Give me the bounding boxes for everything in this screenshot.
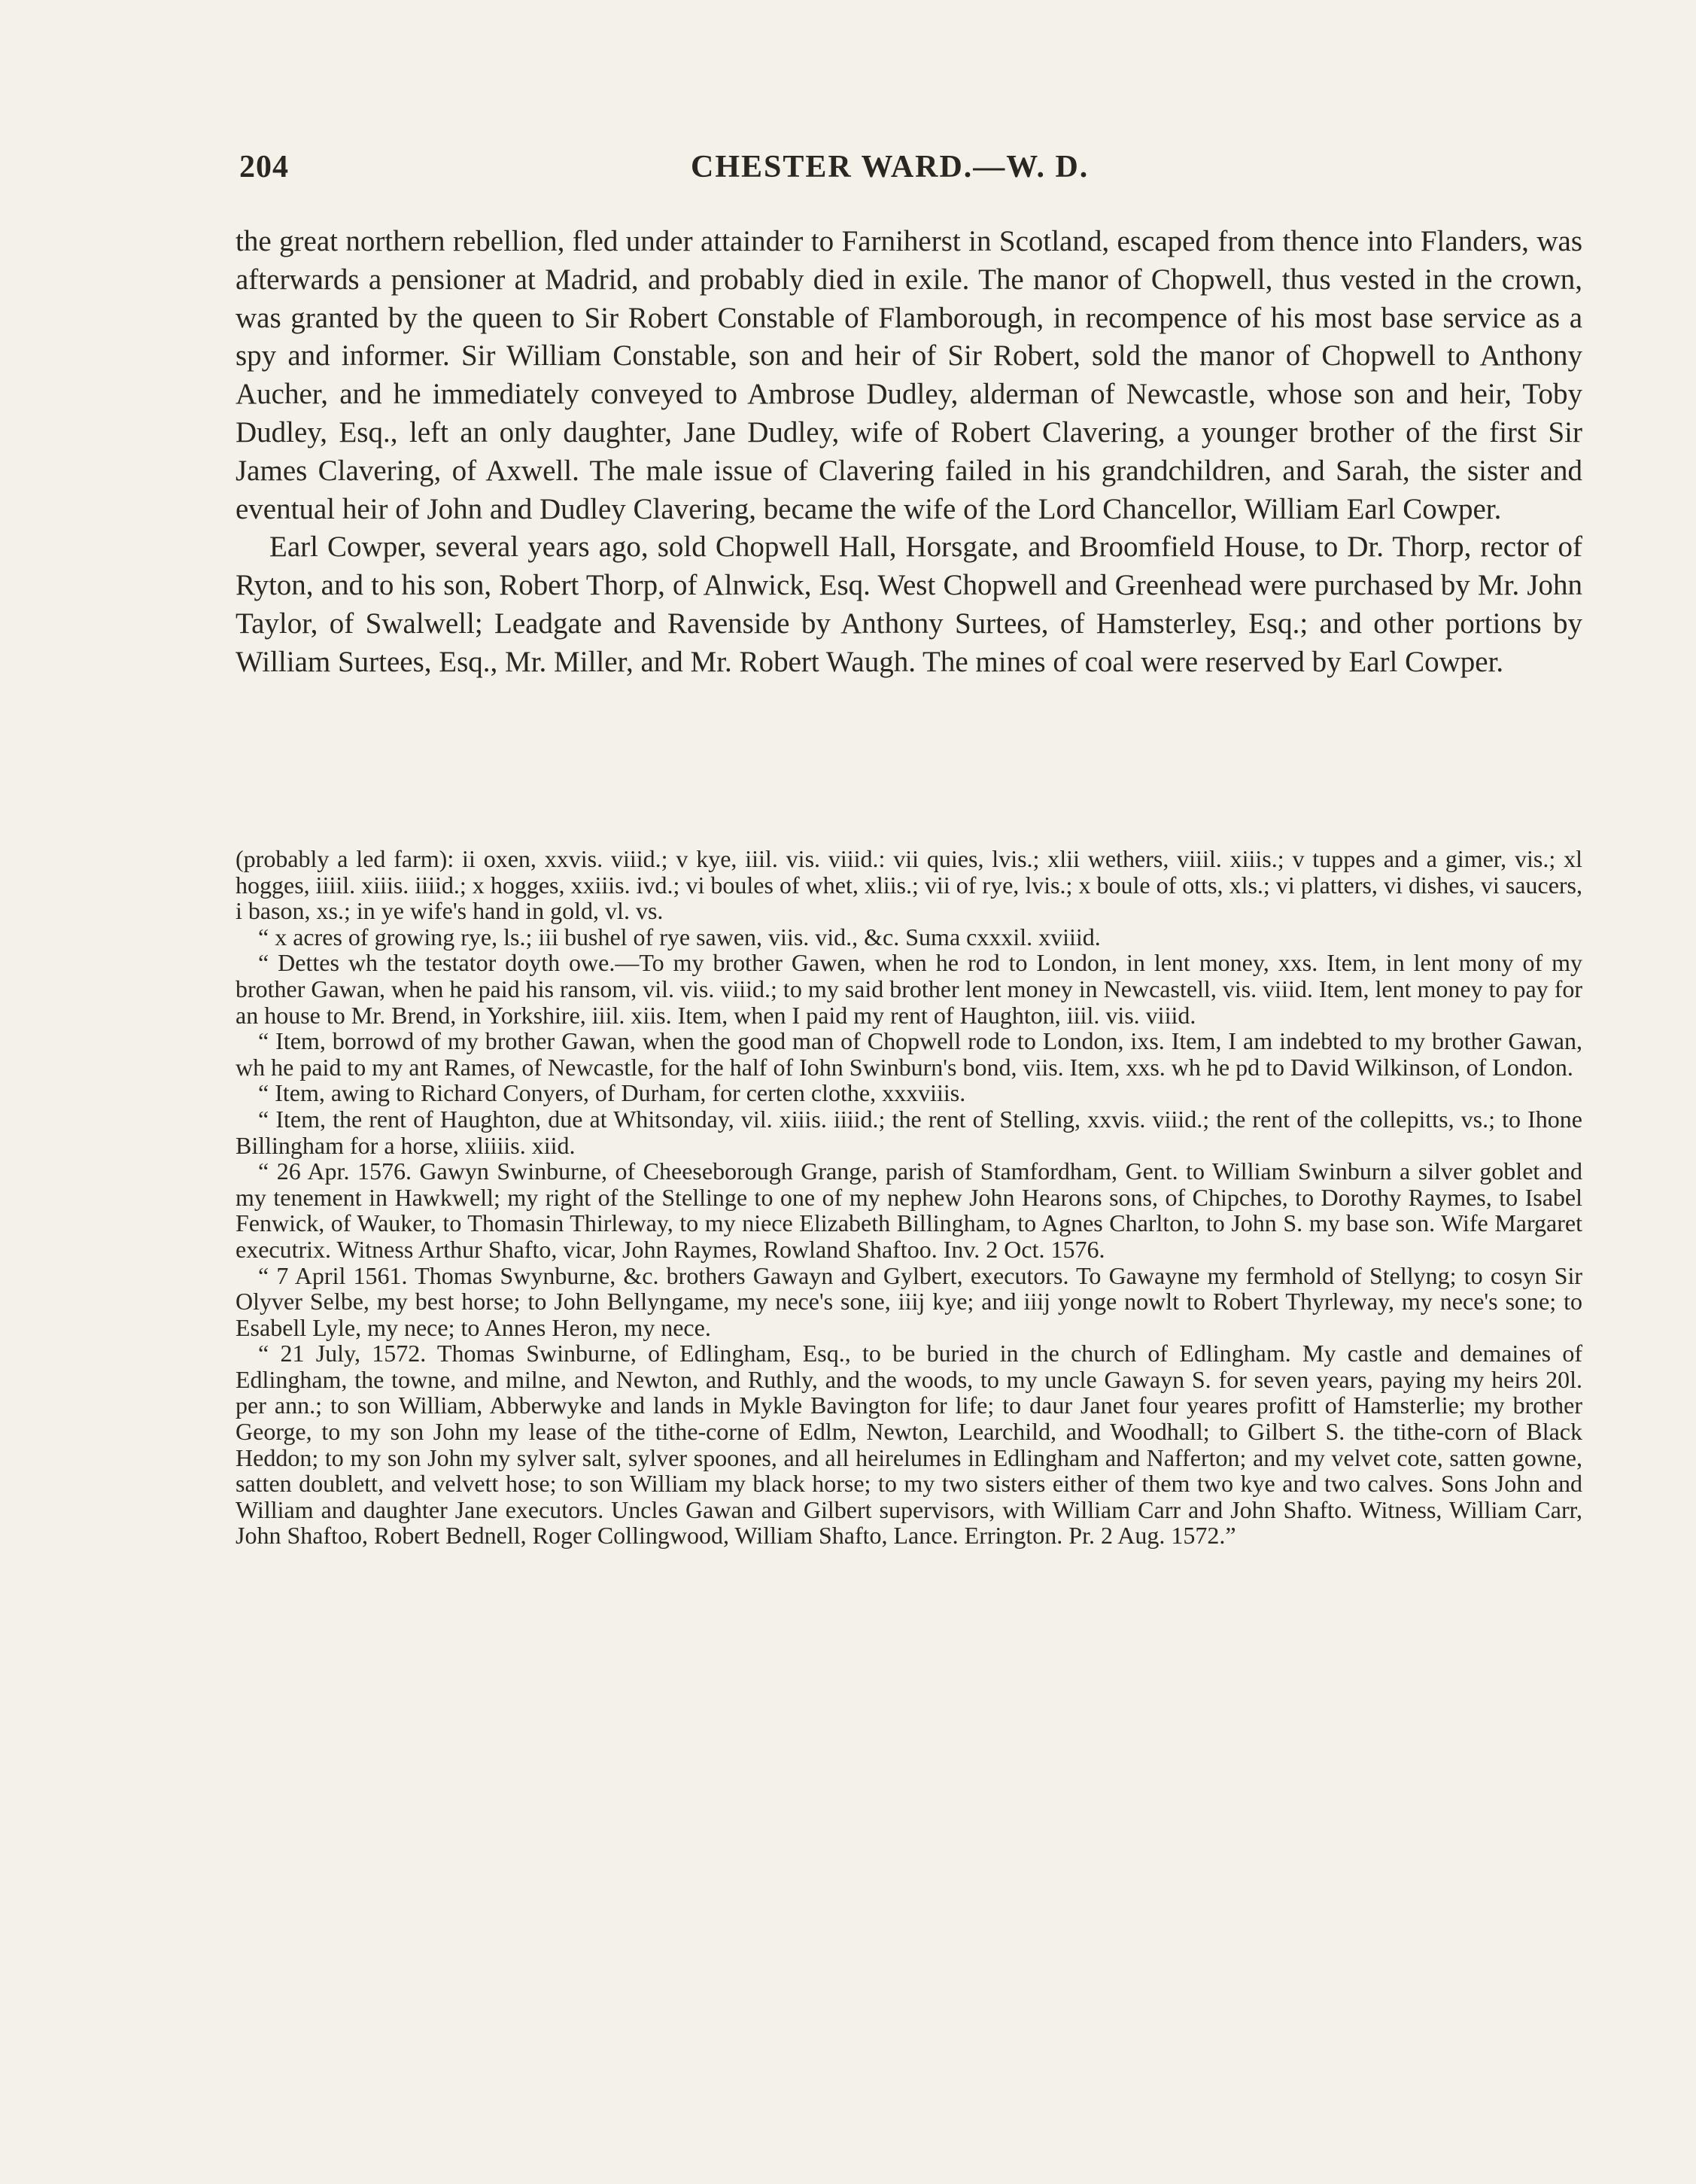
note-paragraph: “ Item, awing to Richard Conyers, of Durham, for certen clothe, xxxviiis.	[258, 1079, 966, 1107]
main-paragraph: the great northern rebellion, fled under attainder to Farniherst in Scotland, escaped from thence into Flanders, was afterwards a pensioner at Madrid, and probably died in exile. The manor of Chopwell, thus vested in the crown, was granted by the queen to Sir Robert Constable of Flamborough, in recompence of his most base service as a spy and informer. Sir William Constable, son and heir of Sir Robert, sold the manor of Chopwell to Anthony Aucher, and he immediately conveyed to Ambrose Dudley, alderman of Newcastle, whose son and heir, Toby Dudley, Esq., left an only daughter, Jane Dudley, wife of Robert Clavering, a younger brother of the first Sir James Clavering, of Axwell. The male issue of Clavering failed in his grandchildren, and Sarah, the sister and eventual heir of John and Dudley Clavering, became the wife of the Lord Chancellor, William Earl Cowper.	[236, 225, 1582, 525]
note-paragraph: “ Dettes wh the testator doyth owe.—To my brother Gawen, when he rod to London, in lent money, xxs. Item, in lent mony of my brother Gawan, when he paid his ransom, vil. vis. viiid.; to my said brother lent money in Newcastell, vis. viiid. Item, lent money to pay for an house to Mr. Brend, in Yorkshire, iiil. xiis. Item, when I paid my rent of Haughton, iiil. vis. viiid.	[236, 949, 1582, 1029]
main-paragraph: Earl Cowper, several years ago, sold Chopwell Hall, Horsgate, and Broomfield House, to Dr. Thorp, rector of Ryton, and to his son, Robert Thorp, of Alnwick, Esq. West Chopwell and Greenhead were purchased by Mr. John Taylor, of Swalwell; Leadgate and Ravenside by Anthony Surtees, of Hamsterley, Esq.; and other portions by William Surtees, Esq., Mr. Miller, and Mr. Robert Waugh. The mines of coal were reserved by Earl Cowper.	[236, 531, 1582, 678]
page-header	[239, 149, 1579, 194]
note-paragraph: “ 21 July, 1572. Thomas Swinburne, of Edlingham, Esq., to be buried in the church of Edlingham. My castle and demaines of Edlingham, the towne, and milne, and Newton, and Ruthly, and the woods, to my uncle Gawayn S. for seven years, paying my heirs 20l. per ann.; to son William, Abberwyke and lands in Mykle Bavington for life; to daur Janet four yeares profitt of Hamsterlie; my brother George, to my son John my lease of the tithe-corne of Edlm, Newton, Learchild, and Woodhall; to Gilbert S. the tithe-corn of Black Heddon; to my son John my sylver salt, sylver spoones, and all heirelumes in Edlingham and Nafferton; and my velvet cote, satten gowne, satten doublett, and velvett hose; to son William my black horse; to my two sisters either of them two kye and two calves. Sons John and William and daughter Jane executors. Uncles Gawan and Gilbert supervisors, with William Carr and John Shafto. Witness, William Carr, John Shaftoo, Robert Bednell, Roger Collingwood, William Shafto, Lance. Errington. Pr. 2 Aug. 1572.”	[236, 1340, 1582, 1550]
footnotes	[236, 846, 1582, 1549]
note-paragraph: “ Item, borrowd of my brother Gawan, when the good man of Chopwell rode to London, ixs. Item, I am indebted to my brother Gawan, wh he paid to my ant Rames, of Newcastle, for the half of Iohn Swinburn's bond, viis. Item, xxs. wh he pd to David Wilkinson, of London.	[236, 1027, 1582, 1081]
running-title: CHESTER WARD.—W. D.	[691, 150, 1090, 184]
note-paragraph: “ 7 April 1561. Thomas Swynburne, &c. brothers Gawayn and Gylbert, executors. To Gawayne my fermhold of Stellyng; to cosyn Sir Olyver Selbe, my best horse; to John Bellyngame, my nece's sone, iiij kye; and iiij yonge nowlt to Robert Thyrleway, my nece's sone; to Esabell Lyle, my nece; to Annes Heron, my nece.	[236, 1261, 1582, 1341]
note-paragraph: “ 26 Apr. 1576. Gawyn Swinburne, of Cheeseborough Grange, parish of Stamfordham, Gent. to William Swinburn a silver goblet and my tenement in Hawkwell; my right of the Stellinge to one of my nephew John Hearons sons, of Chipches, to Dorothy Raymes, to Isabel Fenwick, of Wauker, to Thomasin Thirleway, to my niece Elizabeth Billingham, to Agnes Charlton, to John S. my base son. Wife Margaret executrix. Witness Arthur Shafto, vicar, John Raymes, Rowland Shaftoo. Inv. 2 Oct. 1576.	[236, 1157, 1582, 1263]
main-text	[236, 223, 1582, 682]
note-paragraph: “ x acres of growing rye, ls.; iii bushel of rye sawen, viis. vid., &c. Suma cxxxil. xviiid.	[258, 923, 1101, 951]
note-paragraph: (probably a led farm): ii oxen, xxvis. viiid.; v kye, iiil. vis. viiid.: vii quies, lvis.; xlii wethers, viiil. xiiis.; v tuppes and a gimer, vis.; xl hogges, iiiil. xiiis. iiiid.; x hogges, xxiiis. ivd.; vi boules of whet, xliis.; vii of rye, lvis.; x boule of otts, xls.; vi platters, vi dishes, vi saucers, i bason, xs.; in ye wife's hand in gold, vl. vs.	[236, 845, 1582, 925]
page-number: 204	[239, 150, 289, 184]
note-paragraph: “ Item, the rent of Haughton, due at Whitsonday, vil. xiiis. iiiid.; the rent of Stelling, xxvis. viiid.; the rent of the collepitts, vs.; to Ihone Billingham for a horse, xliiiis. xiid.	[236, 1105, 1582, 1159]
